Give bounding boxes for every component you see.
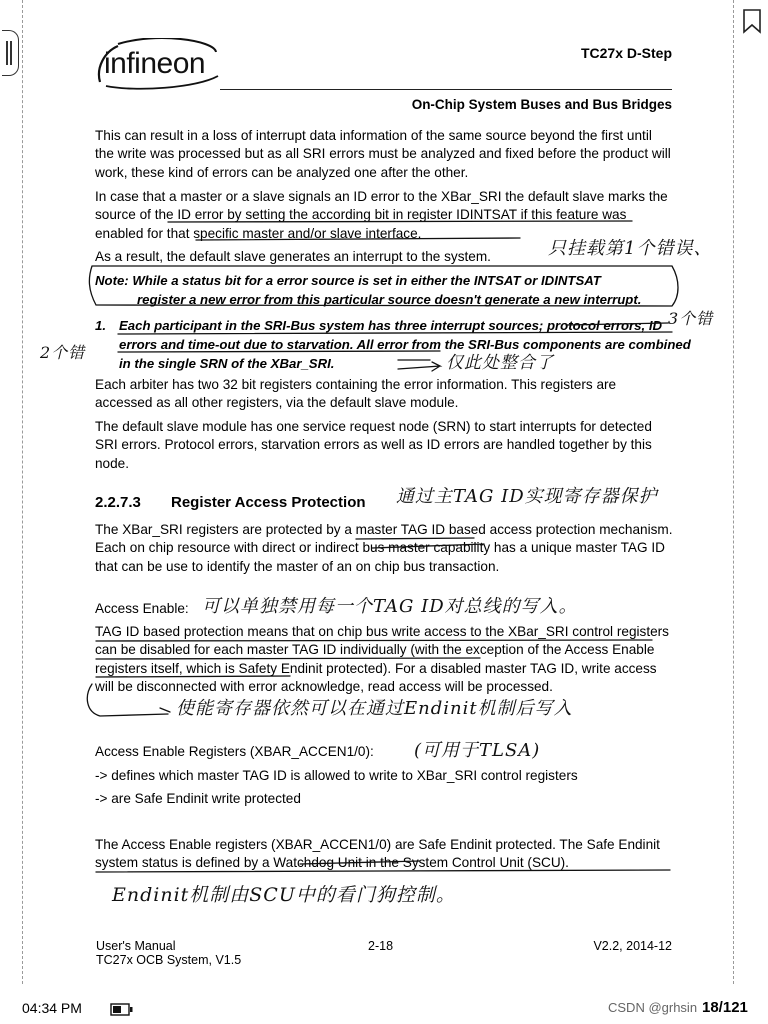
footer-left <box>96 939 241 967</box>
clock: 04:34 PM <box>22 1000 82 1016</box>
note-line-2: register a new error from this particular source doesn't generate a new interrupt. <box>137 292 642 307</box>
paragraph-8: Access Enable Registers (XBAR_ACCEN1/0): <box>95 744 374 759</box>
handwritten-note-3: 3个错 <box>668 309 714 328</box>
bracket-mark <box>160 708 170 712</box>
footer-manual: User's Manual <box>96 939 176 953</box>
handwritten-note-7: 使能寄存器依然可以在通过Endinit机制后写入 <box>176 698 573 719</box>
paragraph-3: As a result, the default slave generates an interrupt to the system. <box>95 249 491 264</box>
paragraph-5: The default slave module has one service request node (SRN) to start interrupts for detected SRI errors. Protocol errors, starvation errors as well as ID errors are handled together by this node. <box>95 419 652 471</box>
page-counter[interactable]: 18/121 <box>702 999 748 1016</box>
list-item <box>95 316 697 373</box>
footer-version: V2.2, 2014-12 <box>593 939 672 953</box>
list-text: Each participant in the SRI-Bus system has three interrupt sources; protocol errors, ID errors and time-out due to starvation. All error from the SRI-Bus components are combined in the single SRN of the XBar_SRI. <box>119 318 691 371</box>
section-title: Register Access Protection <box>171 494 366 511</box>
watermark: CSDN @grhsin <box>608 1000 698 1015</box>
header-divider <box>220 89 672 90</box>
paragraph-6: The XBar_SRI registers are protected by a master TAG ID based access protection mechanism. Each on chip resource with direct or indirect bus master capability has a unique master TAG ID that can be use to identify the master of an on chip bus transaction. <box>95 522 673 574</box>
handwritten-note-1: 只挂载第1个错误、 <box>548 238 713 259</box>
handwritten-note-4: 仅此处整合了 <box>446 353 554 373</box>
handwritten-note-9: Endinit机制由SCU中的看门狗控制。 <box>112 884 456 906</box>
battery-icon <box>110 1003 134 1016</box>
note-block <box>95 271 673 309</box>
document-title: TC27x D-Step <box>580 45 672 61</box>
status-bar <box>0 995 768 1024</box>
bookmark-icon[interactable] <box>742 8 762 34</box>
paragraph-10: -> are Safe Endinit write protected <box>95 791 301 806</box>
section-number: 2.2.7.3 <box>95 494 141 511</box>
logo-wordmark: infineon <box>104 47 206 80</box>
footer-page-number: 2-18 <box>368 939 394 953</box>
paragraph-1: This can result in a loss of interrupt data information of the same source beyond the first until the write was processed but as all SRI errors must be analyzed and fixed before the product will work, these kind of errors can be analyzed one after the other. <box>95 128 671 180</box>
paragraph-4: Each arbiter has two 32 bit registers containing the error information. This registers are accessed as all other registers, via the default slave module. <box>95 377 617 411</box>
right-margin-guide <box>733 0 734 984</box>
sidebar-toggle-handle[interactable] <box>2 30 19 76</box>
section-header: On-Chip System Buses and Bus Bridges <box>411 97 672 112</box>
paragraph-7: TAG ID based protection means that on chip bus write access to the XBar_SRI control registers can be disabled for each master TAG ID individually (with the exception of the Access Enable registers itself, which is Safety Endinit protected). For a disabled master TAG ID, write access will be disconnected with error acknowledge, read access will be processed. <box>95 624 669 695</box>
paragraph-9: -> defines which master TAG ID is allowed to write to XBar_SRI control registers <box>95 768 578 783</box>
handwritten-note-5: 通过主TAG ID实现寄存器保护 <box>396 486 658 507</box>
paragraph-2: In case that a master or a slave signals an ID error to the XBar_SRI the default slave marks the source of the ID error by setting the according bit in register IDINTSAT if this feature was enabled for that specific master and/or slave interface. <box>95 189 668 241</box>
list-number: 1. <box>95 318 106 333</box>
handwritten-note-2: 2个错 <box>40 343 86 362</box>
handwritten-note-8: (可用于TLSA) <box>414 740 541 761</box>
infineon-logo <box>96 38 224 90</box>
left-margin-guide <box>22 0 23 984</box>
paragraph-11: The Access Enable registers (XBAR_ACCEN1/0) are Safe Endinit protected. The Safe Endinit system status is defined by a Watchdog Unit in the System Control Unit (SCU). <box>95 837 660 871</box>
handwritten-note-6: 可以单独禁用每一个TAG ID对总线的写入。 <box>202 596 578 617</box>
access-enable-label: Access Enable: <box>95 601 189 616</box>
note-line-1: Note: While a status bit for a error source is set in either the INTSAT or IDINTSAT <box>95 273 601 288</box>
footer-system: TC27x OCB System, V1.5 <box>96 953 242 967</box>
